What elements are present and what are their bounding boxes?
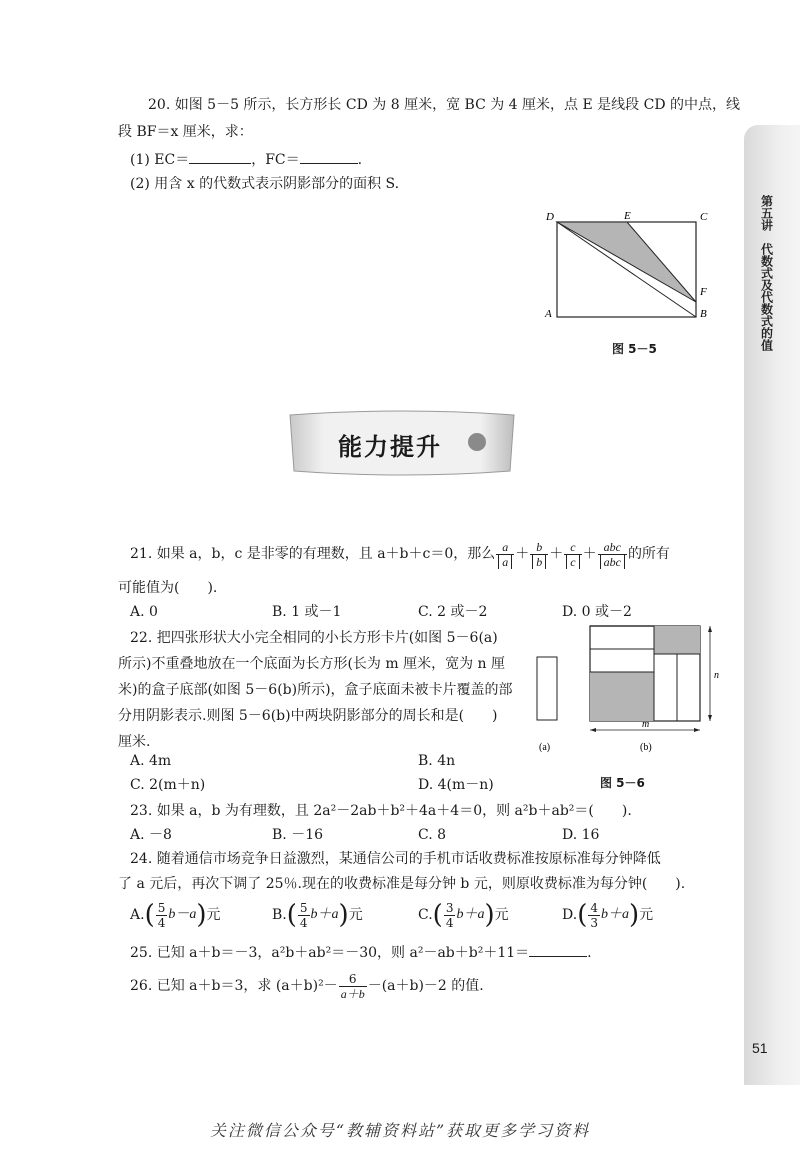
q21-option-c: C. 2 或－2 bbox=[418, 604, 488, 620]
q24-option-a: A. ( $\frac{5}{4}$ b－a ) 元 bbox=[130, 900, 221, 930]
shaded-region-top bbox=[654, 626, 700, 654]
option-expression: b＋a bbox=[456, 907, 485, 922]
option-unit: 元 bbox=[348, 907, 363, 923]
q26-pre: 26. 已知 a＋b＝3，求 (a＋b)²－ bbox=[130, 978, 338, 994]
q20-part2: (2) 用含 x 的代数式表示阴影部分的面积 S. bbox=[130, 176, 400, 192]
page-number: 51 bbox=[752, 1040, 768, 1056]
label-c: C bbox=[700, 211, 708, 223]
q23-option-d: D. 16 bbox=[562, 827, 600, 843]
q24-option-d: D. ( $\frac{4}{3}$ b＋a ) 元 bbox=[562, 900, 654, 930]
q22-line3: 米)的盒子底部(如图 5－6(b)所示)，盒子底面未被卡片覆盖的部 bbox=[118, 682, 513, 698]
option-letter: C. bbox=[418, 907, 433, 923]
q25-end: . bbox=[587, 945, 592, 961]
denominator: 3 bbox=[590, 915, 598, 930]
numerator: b bbox=[536, 539, 543, 554]
denominator bbox=[496, 554, 514, 569]
option-unit: 元 bbox=[494, 907, 509, 923]
label-b: (b) bbox=[640, 742, 652, 753]
q20-line2: 段 BF＝x 厘米，求： bbox=[118, 124, 253, 140]
card-vertical-1 bbox=[654, 654, 677, 721]
option-letter: A. bbox=[130, 907, 145, 923]
q20-p1-fc: ，FC＝ bbox=[251, 152, 300, 168]
numerator: 6 bbox=[348, 971, 357, 986]
banner-dot-icon bbox=[468, 433, 486, 451]
denominator: 4 bbox=[157, 915, 166, 930]
footer-watermark: 关注微信公众号“教辅资料站”获取更多学习资料 bbox=[209, 1121, 591, 1140]
fraction bbox=[496, 540, 514, 569]
numerator: a bbox=[502, 539, 509, 554]
answer-blank[interactable] bbox=[300, 149, 358, 164]
section-title: 能力提升 bbox=[338, 433, 442, 461]
plus-sign: ＋ bbox=[582, 546, 597, 562]
label-e: E bbox=[624, 210, 631, 222]
q20-line1: 20. 如图 5－5 所示，长方形长 CD 为 8 厘米，宽 BC 为 4 厘米，点 E 是线段 CD 的中点，线 bbox=[148, 97, 740, 113]
shaded-region-bottom bbox=[590, 672, 654, 721]
q22-option-a: A. 4m bbox=[130, 753, 172, 769]
q20-p1-end: . bbox=[357, 152, 363, 168]
q21-tail: 的所有 bbox=[627, 546, 670, 562]
q24-line1: 24. 随着通信市场竞争日益激烈，某通信公司的手机市话收费标准按原标准每分钟降低 bbox=[130, 851, 661, 867]
label-b: B bbox=[700, 308, 707, 320]
numerator: 3 bbox=[445, 900, 454, 915]
q22-line5: 厘米. bbox=[118, 734, 151, 750]
q21-option-a: A. 0 bbox=[130, 604, 158, 620]
abs-value: b bbox=[532, 555, 546, 569]
denominator: a＋b bbox=[340, 986, 365, 1001]
option-expression: b－a bbox=[168, 907, 197, 922]
fraction bbox=[564, 540, 581, 569]
numerator: c bbox=[570, 539, 576, 554]
label-f: F bbox=[700, 286, 707, 298]
q23-option-c: C. 8 bbox=[418, 827, 447, 843]
q26-line bbox=[130, 968, 484, 1004]
numerator: abc bbox=[603, 539, 621, 554]
q22-option-d: D. 4(m－n) bbox=[418, 777, 494, 793]
q23-option-b: B. －16 bbox=[272, 827, 324, 843]
option-letter: B. bbox=[272, 907, 287, 923]
numerator: 4 bbox=[590, 900, 598, 915]
numerator: 5 bbox=[299, 900, 308, 915]
side-tab-topic: 代数式及代数式的值 bbox=[759, 243, 774, 351]
abs-value: c bbox=[566, 555, 579, 569]
label-d: D bbox=[546, 211, 554, 223]
q22-line1: 22. 把四张形状大小完全相同的小长方形卡片(如图 5－6(a) bbox=[130, 630, 498, 646]
shaded-triangle bbox=[557, 222, 696, 302]
q24-option-c: C. ( $\frac{3}{4}$ b＋a ) 元 bbox=[418, 900, 509, 930]
abs-value: a bbox=[498, 555, 512, 569]
option-unit: 元 bbox=[639, 907, 654, 923]
denominator bbox=[598, 554, 627, 569]
label-a: (a) bbox=[539, 742, 551, 753]
fraction bbox=[598, 540, 627, 569]
side-tab-chapter: 第五讲 bbox=[759, 195, 774, 231]
q21-line2: 可能值为( ). bbox=[118, 580, 218, 596]
figure-5-5 bbox=[540, 205, 720, 345]
answer-blank[interactable] bbox=[529, 942, 587, 957]
q23-option-a: A. －8 bbox=[130, 827, 172, 843]
denominator: 4 bbox=[445, 915, 454, 930]
fraction bbox=[530, 540, 548, 569]
label-a: A bbox=[545, 308, 552, 320]
label-m: m bbox=[642, 719, 650, 730]
plus-sign: ＋ bbox=[549, 546, 564, 562]
card-horizontal-1 bbox=[590, 626, 654, 649]
q21-option-b: B. 1 或－1 bbox=[272, 604, 342, 620]
q22-line2: 所示)不重叠地放在一个底面为长方形(长为 m 厘米，宽为 n 厘 bbox=[118, 656, 506, 672]
denominator bbox=[564, 554, 581, 569]
denominator: 4 bbox=[299, 915, 308, 930]
single-card bbox=[537, 657, 557, 720]
q21-option-d: D. 0 或－2 bbox=[562, 604, 632, 620]
q24-option-b: B. ( $\frac{5}{4}$ b＋a ) 元 bbox=[272, 900, 363, 930]
q22-line4: 分用阴影表示.则图 5－6(b)中两块阴影部分的周长和是( ) bbox=[118, 708, 498, 724]
numerator: 5 bbox=[157, 900, 166, 915]
q26-post: －(a＋b)－2 的值. bbox=[367, 978, 484, 994]
q21-line1 bbox=[130, 537, 670, 571]
q20-part1 bbox=[130, 149, 362, 170]
q24-line2: 了 a 元后，再次下调了 25％.现在的收费标准是每分钟 b 元，则原收费标准为每分钟( ). bbox=[118, 876, 686, 892]
option-expression: b＋a bbox=[600, 907, 629, 922]
q22-option-c: C. 2(m＋n) bbox=[130, 777, 206, 793]
answer-blank[interactable] bbox=[189, 149, 251, 164]
denominator bbox=[530, 554, 548, 569]
option-expression: b＋a bbox=[310, 907, 339, 922]
q22-option-b: B. 4n bbox=[418, 753, 456, 769]
option-unit: 元 bbox=[206, 907, 221, 923]
q23-text: 23. 如果 a，b 为有理数，且 2a²－2ab＋b²＋4a＋4＝0，则 a²b＋ab²＝( ). bbox=[130, 803, 632, 819]
q21-intro: 21. 如果 a，b，c 是非零的有理数，且 a＋b＋c＝0，那么 bbox=[130, 546, 496, 562]
q25-line bbox=[130, 942, 592, 963]
side-tab-label bbox=[758, 195, 774, 351]
figure-5-6 bbox=[530, 620, 730, 765]
q25-text: 25. 已知 a＋b＝－3，a²b＋ab²＝－30，则 a²－ab＋b²＋11＝ bbox=[130, 945, 530, 961]
label-n: n bbox=[714, 670, 719, 681]
plus-sign: ＋ bbox=[515, 546, 530, 562]
option-letter: D. bbox=[562, 907, 578, 923]
fraction bbox=[339, 972, 367, 1001]
card-vertical-2 bbox=[677, 654, 700, 721]
figure-5-5-caption: 图 5－5 bbox=[612, 342, 657, 356]
card-horizontal-2 bbox=[590, 649, 654, 672]
figure-5-6-caption: 图 5－6 bbox=[600, 776, 645, 790]
q20-p1-ec: (1) EC＝ bbox=[130, 152, 190, 168]
abs-value: abc bbox=[600, 555, 625, 569]
